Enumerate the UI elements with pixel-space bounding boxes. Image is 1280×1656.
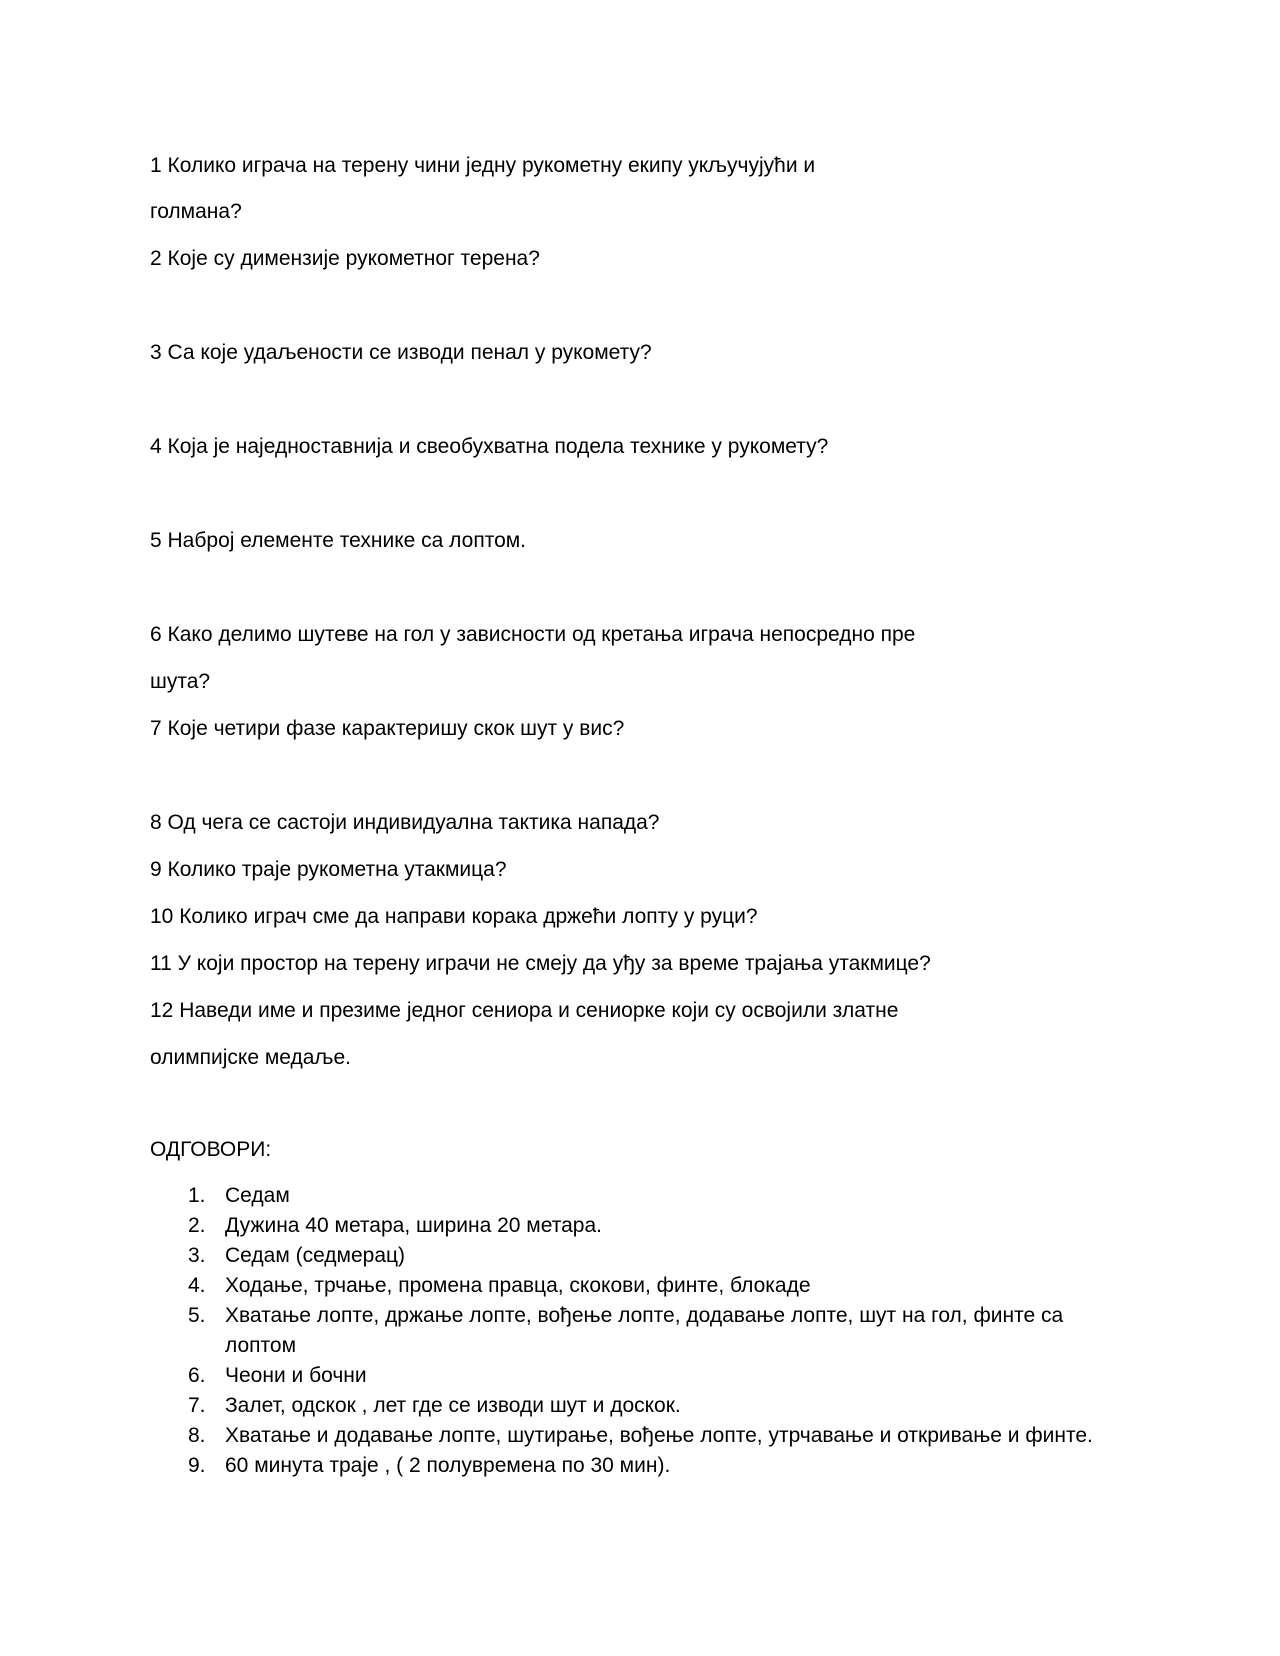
question-12-line-1: 12 Наведи име и презиме једног сениора и сениорке који су освојили златне (150, 999, 899, 1022)
question-7: 7 Које четири фазе карактеришу скок шут у вис? (150, 717, 625, 740)
question-6-line-1: 6 Како делимо шутеве на гол у зависности од кретања играча непосредно пре (150, 623, 916, 646)
answer-text: Седам (седмерац) (225, 1244, 406, 1267)
document-page (150, 0, 1130, 1656)
answers-list (150, 1181, 1100, 1481)
answer-number: 4. (188, 1274, 206, 1297)
answer-item (150, 1421, 1100, 1451)
question-8: 8 Од чега се састоји индивидуална тактика напада? (150, 811, 660, 834)
answer-item (150, 1271, 1100, 1301)
answer-number: 9. (188, 1454, 206, 1477)
answer-text: Залет, одскок , лет где се изводи шут и доскок. (225, 1394, 681, 1417)
question-1-line-1: 1 Колико играча на терену чини једну рукометну екипу укључујући и (150, 154, 816, 177)
answer-number: 1. (188, 1184, 206, 1207)
answer-text: Дужина 40 метара, ширина 20 метара. (225, 1214, 602, 1237)
answer-item (150, 1301, 1100, 1361)
question-11: 11 У који простор на терену играчи не смеју да уђу за време трајања утакмице? (150, 952, 931, 975)
answer-number: 6. (188, 1364, 206, 1387)
answers-heading: ОДГОВОРИ: (150, 1138, 272, 1161)
answer-number: 3. (188, 1244, 206, 1267)
question-10: 10 Колико играч сме да направи корака држећи лопту у руци? (150, 905, 758, 928)
question-3: 3 Са које удаљености се изводи пенал у рукомету? (150, 341, 652, 364)
question-5: 5 Наброј елементе технике са лоптом. (150, 529, 527, 552)
answer-number: 2. (188, 1214, 206, 1237)
question-1-line-2: голмана? (150, 200, 242, 223)
answer-item (150, 1451, 1100, 1481)
answer-text: Чеони и бочни (225, 1364, 367, 1387)
question-6-line-2: шута? (150, 670, 211, 693)
answer-number: 5. (188, 1304, 206, 1327)
answer-item (150, 1211, 1100, 1241)
question-4: 4 Која је наједноставнија и свеобухватна подела технике у рукомету? (150, 435, 829, 458)
question-9: 9 Колико траје рукометна утакмица? (150, 858, 507, 881)
question-12-line-2: олимпијске медаље. (150, 1046, 351, 1069)
answer-number: 7. (188, 1394, 206, 1417)
answer-item (150, 1361, 1100, 1391)
answer-item (150, 1241, 1100, 1271)
answer-text: Хватање лопте, држање лопте, вођење лопте, додавање лопте, шут на гол, финте са лоптом (225, 1304, 1064, 1357)
answer-number: 8. (188, 1424, 206, 1447)
answer-text: 60 минута траје , ( 2 полувремена по 30 мин). (225, 1454, 671, 1477)
question-2: 2 Које су димензије рукометног терена? (150, 247, 540, 270)
answer-text: Ходање, трчање, промена правца, скокови, финте, блокаде (225, 1274, 811, 1297)
answer-item (150, 1391, 1100, 1421)
answer-text: Седам (225, 1184, 290, 1207)
answer-item (150, 1181, 1100, 1211)
answer-text: Хватање и додавање лопте, шутирање, вођење лопте, утрчавање и откривање и финте. (225, 1424, 1093, 1447)
